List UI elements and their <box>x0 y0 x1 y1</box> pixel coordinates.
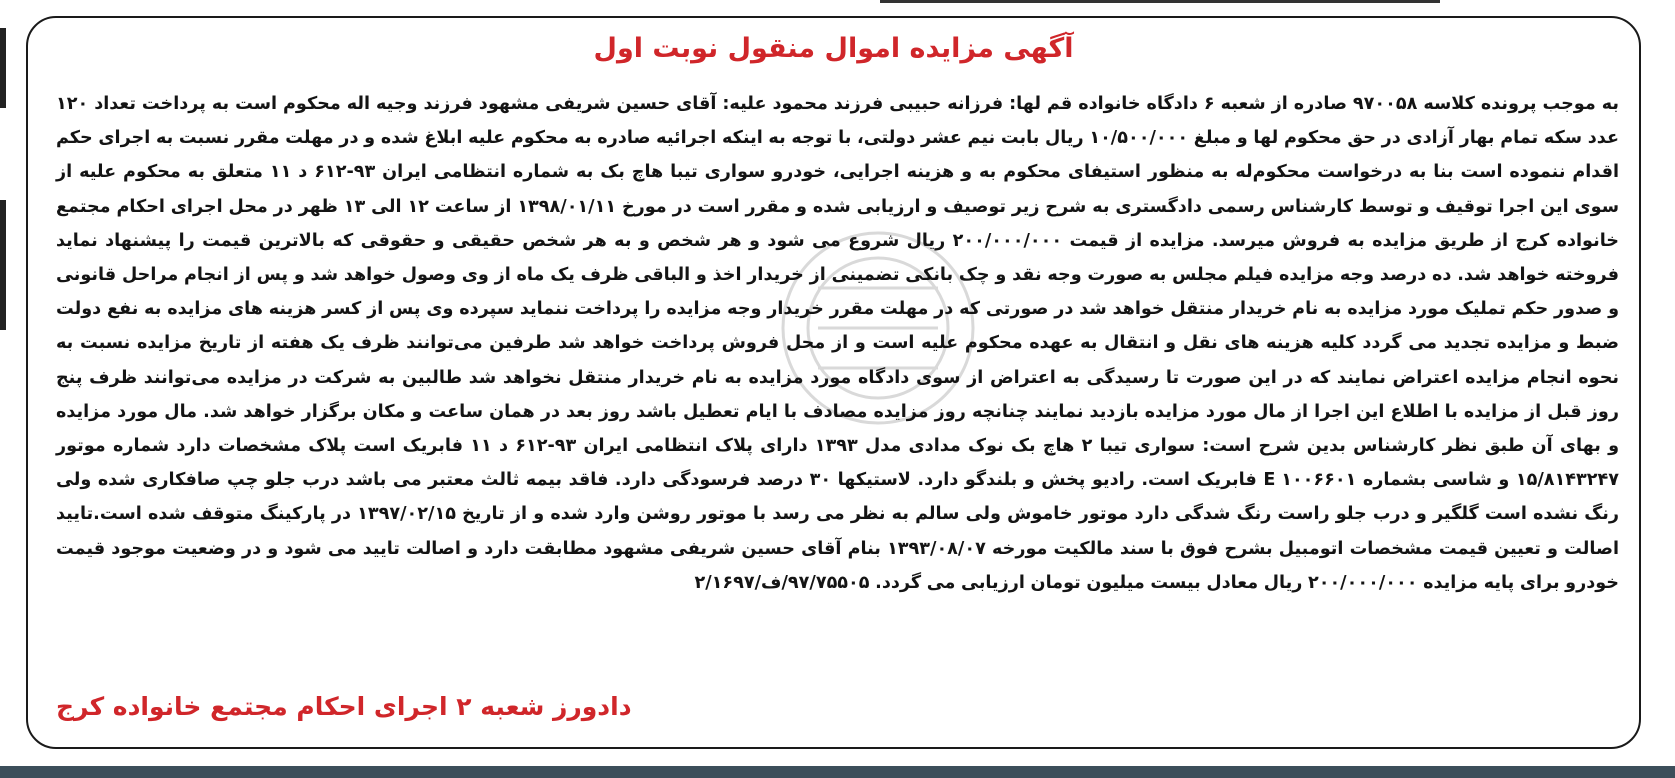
notice-title: آگهی مزایده اموال منقول نوبت اول <box>593 33 1074 64</box>
left-edge-marker <box>0 200 6 330</box>
auction-notice-box <box>26 16 1641 749</box>
notice-signature: دادورز شعبه ۲ اجرای احکام مجتمع خانواده کرج <box>56 692 632 721</box>
left-edge-marker <box>0 28 6 108</box>
top-divider <box>880 0 1440 3</box>
notice-body: به موجب پرونده کلاسه ۹۷۰۰۵۸ صادره از شعبه ۶ دادگاه خانواده قم لها: فرزانه حبیبی فرزند محمود علیه: آقای حسین شریفی مشهود فرزند وجیه اله محکوم است به پرداخت تعداد ۱۲۰ عدد سکه تمام بهار آزادی در حق محکوم لها و مبلغ ۱۰/۵۰۰/۰۰۰ ریال بابت نیم عشر دولتی، با توجه به اینکه اجرائیه صادره به محکوم علیه ابلاغ شده و در مهلت مقرر نسبت به اجرای حکم اقدام ننموده است بنا به درخواست محکوم‌له به منظور استیفای محکوم به و هزینه اجرایی، خودرو سواری تیبا هاچ بک به شماره انتظامی ایران ۹۳-۶۱۲ د ۱۱ متعلق به محکوم علیه از سوی این اجرا توقیف و توسط کارشناس رسمی دادگستری به شرح زیر توصیف و ارزیابی شده و مقرر است در مورخ ۱۳۹۸/۰۱/۱۱ از ساعت ۱۲ الی ۱۳ ظهر در محل اجرای احکام مجتمع خانواده کرج از طریق مزایده به فروش میرسد. مزایده از قیمت ۲۰۰/۰۰۰/۰۰۰ ریال شروع می شود و هر شخص و به هر شخص حقیقی و حقوقی که بالاترین قیمت را پیشنهاد نماید فروخته خواهد شد. ده درصد وجه مزایده فیلم مجلس به صورت وجه نقد و چک بانکی تضمینی از خریدار اخذ و الباقی ظرف یک ماه از وی وصول خواهد شد و پس از انجام مراحل قانونی و صدور حکم تملیک مورد مزایده به نام خریدار منتقل خواهد شد در صورتی که در مهلت مقرر خریدار وجه مزایده را پرداخت ننماید سپرده وی پس از کسر هزینه های مزایده به نفع دولت ضبط و مزایده تجدید می گردد کلیه هزینه های نقل و انتقال به عهده محکوم علیه است و از محل فروش پرداخت خواهد شد طرفین می‌توانند ظرف یک هفته از تاریخ مزایده نسبت به نحوه انجام مزایده اعتراض نمایند که در این صورت تا رسیدگی به اعتراض از سوی دادگاه مورد مزایده به نام خریدار منتقل نخواهد شد طالبین به شرکت در مزایده می‌توانند ظرف پنج روز قبل از مزایده با اطلاع این اجرا از مال مورد مزایده بازدید نمایند چنانچه روز مزایده مصادف با ایام تعطیل باشد روز بعد در همان ساعت و مکان برگزار خواهد شد. مال مورد مزایده و بهای آن طبق نظر کارشناس بدین شرح است: سواری تیبا ۲ هاچ بک نوک مدادی مدل ۱۳۹۳ دارای پلاک انتظامی ایران ۹۳-۶۱۲ د ۱۱ فابریک است پلاک مشخصات دارد شماره موتور ۱۵/۸۱۴۳۲۴۷ و شاسی بشماره E ۱۰۰۶۶۰۱ فابریک است. رادیو پخش و بلندگو دارد. لاستیکها ۳۰ درصد فرسودگی دارد. فاقد بیمه ثالث معتبر می باشد درب جلو چپ صافکاری شده ولی رنگ نشده است گلگیر و درب جلو راست رنگ شدگی دارد موتور خاموش ولی سالم به نظر می رسد با موتور روشن وارد شده و از تاریخ ۱۳۹۷/۰۲/۱۵ در پارکینگ متوقف شده است.تایید اصالت و تعیین قیمت مشخصات اتومبیل بشرح فوق با سند مالکیت مورخه ۱۳۹۳/۰۸/۰۷ بنام آقای حسین شریفی مشهود مطابقت دارد و اصالت تایید می شود و در وضعیت موجود قیمت خودرو برای پایه مزایده ۲۰۰/۰۰۰/۰۰۰ ریال معادل بیست میلیون تومان ارزیابی می گردد. ۹۷/۷۵۵۰۵/ف/۲/۱۶۹۷ <box>56 94 1620 593</box>
bottom-band <box>0 766 1675 778</box>
